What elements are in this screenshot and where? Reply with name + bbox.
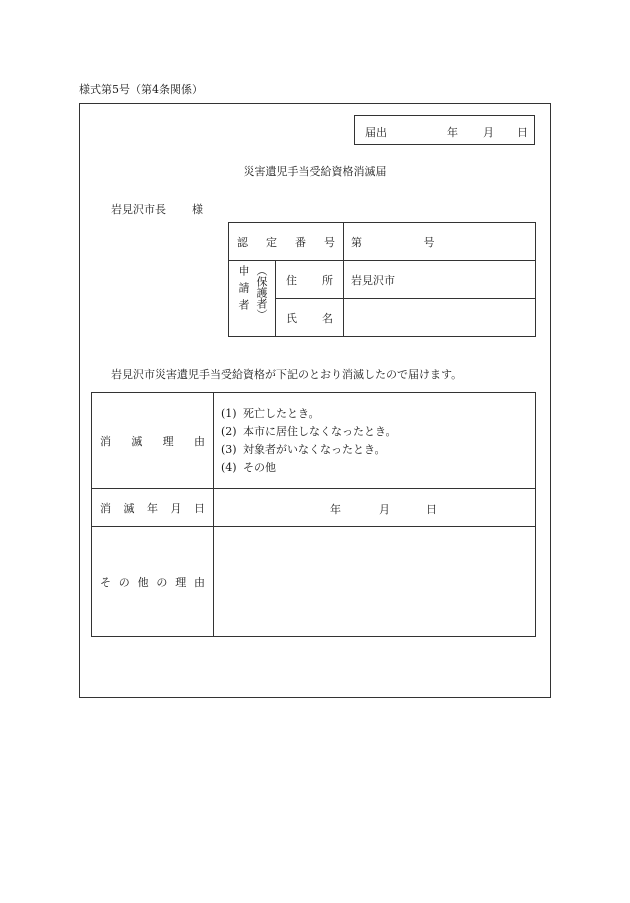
- reason-item[interactable]: (1) 死亡したとき。: [221, 406, 320, 420]
- reason-item[interactable]: (4) その他: [221, 460, 276, 474]
- date-label-cell: [92, 489, 214, 527]
- applicant-label: 申請者: [237, 264, 250, 316]
- name-label: 氏 名: [286, 311, 333, 325]
- date-day-unit: 日: [426, 502, 437, 516]
- disappearance-date-field[interactable]: [214, 489, 536, 527]
- address-value: 岩見沢市: [351, 273, 395, 287]
- addressee-name: 岩見沢市長: [111, 203, 166, 216]
- details-table: [91, 392, 536, 637]
- reason-item[interactable]: (2) 本市に居住しなくなったとき。: [221, 424, 397, 438]
- cert-number-field[interactable]: [344, 223, 536, 261]
- reason-label: 消 滅 理 由: [100, 434, 205, 448]
- address-label-cell: [276, 261, 344, 299]
- name-label-cell: [276, 299, 344, 337]
- cert-number-suffix: 号: [423, 235, 435, 249]
- submit-label: 届出: [365, 126, 387, 139]
- addressee: [111, 201, 203, 217]
- other-reason-label: そ の 他 の 理 由: [100, 575, 205, 589]
- date-label: 消 滅 年 月 日: [100, 501, 205, 515]
- reason-list-cell: [214, 393, 536, 489]
- addressee-honorific: 様: [192, 203, 203, 216]
- date-year-unit: 年: [330, 502, 341, 516]
- form-number-label: 様式第5号（第4条関係）: [79, 83, 203, 96]
- address-field[interactable]: [344, 261, 536, 299]
- submit-month-unit: 月: [483, 126, 494, 139]
- name-field[interactable]: [344, 299, 536, 337]
- guardian-label: （保護者）: [255, 264, 268, 320]
- submit-year-unit: 年: [447, 126, 458, 139]
- cert-number-prefix: 第: [351, 235, 362, 249]
- date-month-unit: 月: [379, 502, 390, 516]
- statement-text: 岩見沢市災害遺児手当受給資格が下記のとおり消滅したので届けます。: [111, 368, 463, 381]
- cert-number-label-cell: [229, 223, 344, 261]
- other-reason-label-cell: [92, 527, 214, 637]
- applicant-table: [228, 222, 536, 337]
- reason-label-cell: [92, 393, 214, 489]
- cert-number-label: 認 定 番 号: [237, 235, 335, 249]
- other-reason-field[interactable]: [214, 527, 536, 637]
- address-label: 住 所: [286, 273, 333, 287]
- submit-day-unit: 日: [517, 126, 528, 139]
- reason-item[interactable]: (3) 対象者がいなくなったとき。: [221, 442, 386, 456]
- reason-list: [221, 405, 535, 477]
- document-title: 災害遺児手当受給資格消滅届: [243, 165, 387, 178]
- submission-date-box: [354, 115, 535, 145]
- applicant-label-cell: [229, 261, 276, 337]
